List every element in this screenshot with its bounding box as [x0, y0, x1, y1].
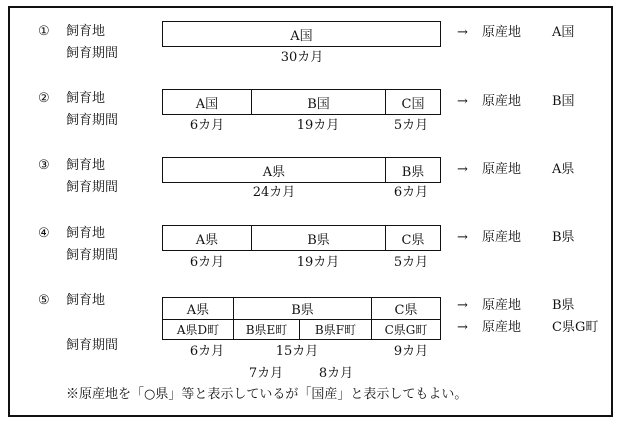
place-bar [162, 157, 441, 183]
duration-label: 30カ月 [280, 50, 324, 65]
place-label: 飼育地 [66, 91, 106, 106]
origin-label: 原産地 [482, 25, 522, 40]
period-label: 飼育期間 [66, 113, 119, 128]
arrow-icon: → [457, 230, 468, 245]
sub-duration-label: 8カ月 [318, 366, 354, 381]
origin-value: B県 [552, 298, 575, 313]
arrow-icon: → [457, 25, 468, 40]
origin-label: 原産地 [482, 298, 522, 313]
origin-value: B県 [552, 230, 575, 245]
duration-label: 6カ月 [189, 344, 225, 359]
place-bar [162, 21, 441, 47]
duration-label: 5カ月 [393, 118, 429, 133]
place-label: 飼育地 [66, 226, 106, 241]
place-segment: A県 [262, 164, 286, 180]
period-label: 飼育期間 [66, 180, 119, 195]
place-bar [162, 225, 441, 251]
duration-label: 19カ月 [296, 118, 340, 133]
footnote: ※原産地を「○県」等と表示しているが「国産」と表示してもよい。 [66, 387, 468, 402]
arrow-icon: → [457, 298, 468, 313]
arrow-icon: → [457, 320, 468, 335]
arrow-icon: → [457, 94, 468, 109]
origin-label: 原産地 [482, 320, 522, 335]
place-label: 飼育地 [66, 158, 106, 173]
duration-label: 9カ月 [393, 344, 429, 359]
origin-value: A県 [552, 162, 575, 177]
origin-value: A国 [552, 25, 575, 40]
place-label: 飼育地 [66, 24, 106, 39]
duration-label: 6カ月 [393, 185, 429, 200]
duration-label: 5カ月 [393, 255, 429, 270]
place-sub-segment: C県G町 [371, 319, 440, 339]
case-number: ③ [38, 158, 50, 173]
case-number: ⑤ [38, 293, 50, 308]
place-segment: B県 [385, 158, 440, 182]
duration-label: 15カ月 [275, 344, 319, 359]
place-segment: A国 [195, 96, 219, 112]
origin-label: 原産地 [482, 94, 522, 109]
place-segment: C国 [385, 90, 440, 114]
period-label: 飼育期間 [66, 338, 119, 353]
duration-label: 19カ月 [296, 255, 340, 270]
origin-value: B国 [552, 94, 575, 109]
place-segment: B県 [251, 226, 385, 250]
place-sub-segment: B県F町 [299, 319, 371, 339]
place-segment: A国 [290, 28, 313, 44]
period-label: 飼育期間 [66, 248, 119, 263]
origin-label: 原産地 [482, 162, 522, 177]
arrow-icon: → [457, 162, 468, 177]
place-sub-segment: B県E町 [233, 319, 299, 339]
origin-label: 原産地 [482, 230, 522, 245]
place-sub-segment: A県D町 [163, 319, 233, 339]
place-segment: A県 [195, 232, 219, 248]
duration-label: 6カ月 [189, 118, 225, 133]
place-segment: A県 [186, 303, 210, 318]
case-number: ① [38, 24, 50, 39]
duration-label: 24カ月 [252, 185, 296, 200]
place-segment: C県 [371, 298, 440, 319]
place-segment: B県 [233, 298, 371, 319]
case-number: ② [38, 91, 50, 106]
place-segment: C県 [385, 226, 440, 250]
place-grid [162, 297, 441, 340]
case-number: ④ [38, 226, 50, 241]
place-segment: B国 [251, 90, 385, 114]
period-label: 飼育期間 [66, 46, 119, 61]
place-label: 飼育地 [66, 293, 106, 308]
duration-label: 6カ月 [189, 255, 225, 270]
sub-duration-label: 7カ月 [248, 366, 284, 381]
origin-value: C県G町 [552, 320, 599, 335]
place-bar [162, 89, 441, 115]
